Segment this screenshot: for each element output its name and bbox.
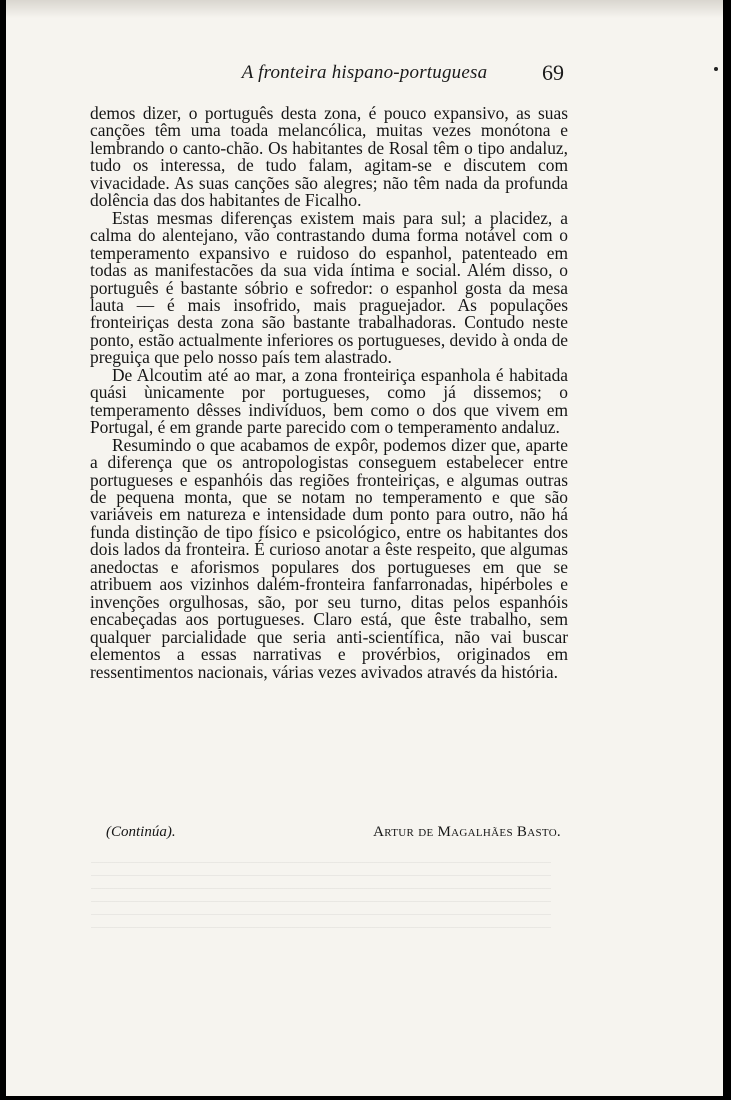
paragraph-3: De Alcoutim até ao mar, a zona fronteiriça espanhola é habitada quási ùnicamente por portugueses, como já dissemos; o temperamento dêsses indivíduos, bem como o dos que vivem em Portugal, é em grande parte parecido com o temperamento andaluz. <box>90 364 568 438</box>
paragraph-2: Estas mesmas diferenças existem mais para sul; a placidez, a calma do alentejano, vão contrastando duma forma notável com o temperamento expansivo e ruidoso do espanhol, patenteado em todas as manifestacões da sua vida íntima e social. Além disso, o português é bastante sóbrio e sofredor: o espanhol gosta da mesa lauta — é mais insofrido, mais praguejador. As populações fronteiriças desta zona são bastante trabalhadoras. Contudo neste ponto, estão actualmente inferiores os portugueses, devido à onda de preguiça que pelo nosso país tem alastrado. <box>90 207 568 368</box>
scan-speck <box>714 67 718 71</box>
scan-edge-shadow <box>6 0 723 18</box>
continuation-note: (Continúa). <box>106 824 176 840</box>
body-text <box>90 105 568 681</box>
scanned-page <box>6 0 723 1096</box>
author-signature: Artur de Magalhães Basto. <box>373 824 561 840</box>
paragraph-4: Resumindo o que acabamos de expôr, podemos dizer que, aparte a diferença que os antropologistas conseguem estabelecer entre portugueses e espanhóis das regiões fronteiriças, e algumas outras de pequena monta, que se notam no temperamento e que são variáveis em natureza e intensidade dum ponto para outro, não há funda distinção de tipo físico e psicológico, entre os habitantes dos dois lados da fronteira. É curioso anotar a êste respeito, que algumas anedoctas e aforismos populares dos portugueses em que se atribuem aos vizinhos dalém-fronteira fanfarronadas, hipérboles e invenções orgulhosas, são, por seu turno, ditas pelos espanhóis encabeçadas aos portugueses. Claro está, que êste trabalho, sem qualquer parcialidade que seria anti-scientífica, não vai buscar elementos a essas narrativas e provérbios, originados em ressentimentos nacionais, várias vezes avivados através da história. <box>90 434 568 682</box>
paragraph-1: demos dizer, o português desta zona, é pouco expansivo, as suas canções têm uma toada melancólica, muitas vezes monótona e lembrando o canto-chão. Os habitantes de Rosal têm o tipo andaluz, tudo os interessa, de tudo falam, agitam-se e discutem com vivacidade. As suas canções são alegres; não têm nada da profunda dolência das dos habitantes de Ficalho. <box>90 103 568 211</box>
bleed-through-texture <box>91 860 551 940</box>
signature-line <box>106 824 561 846</box>
page-number: 69 <box>542 60 564 85</box>
running-title: A fronteira hispano-portuguesa <box>241 62 488 83</box>
